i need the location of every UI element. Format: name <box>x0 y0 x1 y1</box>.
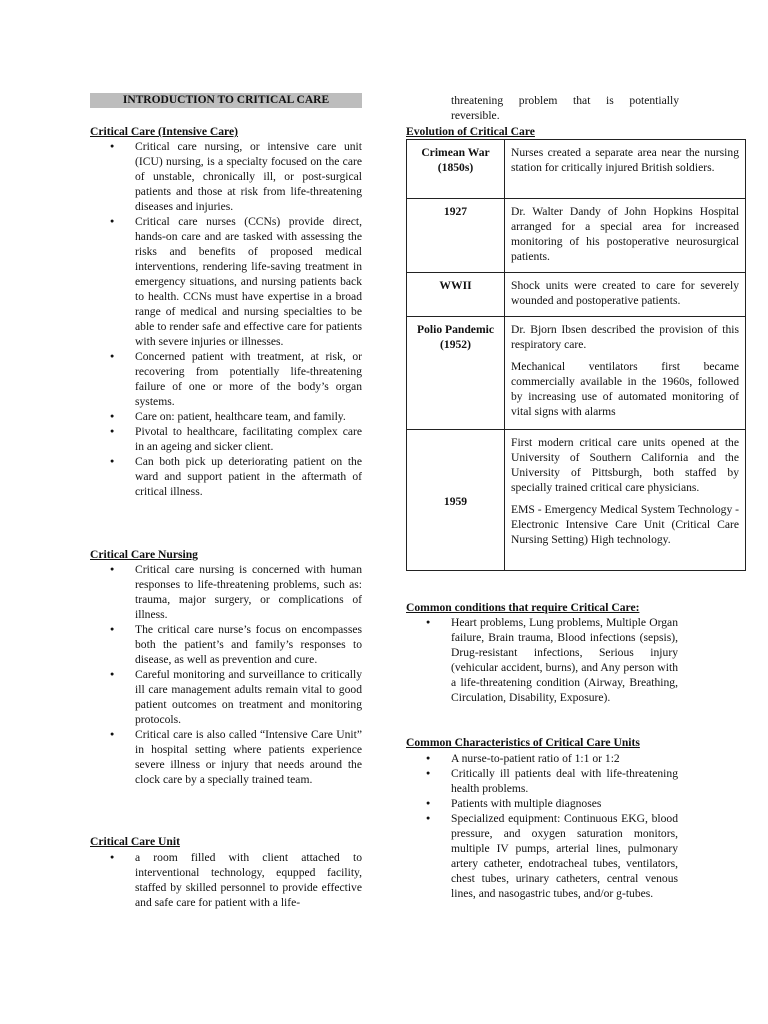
section-heading-evolution: Evolution of Critical Care <box>406 125 535 138</box>
desc-cell: Dr. Walter Dandy of John Hopkins Hospital arranged for a special area for increased monitoring of his postoperative neurosurgical patients. <box>505 199 746 273</box>
list-item: ● Critical care nurses (CCNs) provide direct, hands-on care and are tasked with assessing the risks and benefits of proposed medical interventions, rendering life-saving treatment in emergency situations, and nursing patients back to health. CCNs must have expertise in a broad range of medical and nursing specialties to be able to render safe and effective care for patients with severe injuries or illnesses. <box>90 214 362 349</box>
list-item: ● The critical care nurse’s focus on encompasses both the patient’s and family’s responses to disease, as well as prevention and cure. <box>90 622 362 667</box>
list-item: ● Patients with multiple diagnoses <box>406 796 678 811</box>
section-heading-critical-care: Critical Care (Intensive Care) <box>90 125 238 138</box>
table-row <box>407 140 746 199</box>
list-item: ● Critically ill patients deal with life-threatening health problems. <box>406 766 678 796</box>
list-item: ● Pivotal to healthcare, facilitating complex care in an ageing and sicker client. <box>90 424 362 454</box>
section-heading-common-conditions: Common conditions that require Critical Care: <box>406 601 640 614</box>
common-characteristics-list <box>406 751 678 901</box>
list-item: ● Can both pick up deteriorating patient on the ward and support patient in the aftermath of critical illness. <box>90 454 362 499</box>
section-heading-critical-care-nursing: Critical Care Nursing <box>90 548 198 561</box>
list-item: ● Critical care is also called “Intensive Care Unit” in hospital setting where patients experience severe illness or injury that needs around the clock care by a specially trained team. <box>90 727 362 787</box>
list-item: ● Specialized equipment: Continuous EKG, blood pressure, and oxygen saturation monitors, multiple IV pumps, arterial lines, pulmonary artery catheter, endotracheal tubes, ventilators, chest tubes, urinary catheters, central venous lines, and nasogastric tubes, and/or g-tubes. <box>406 811 678 901</box>
table-row <box>407 199 746 273</box>
list-item: ● Care on: patient, healthcare team, and family. <box>90 409 362 424</box>
page-title: INTRODUCTION TO CRITICAL CARE <box>90 93 362 108</box>
table-row <box>407 273 746 317</box>
desc-cell: Nurses created a separate area near the nursing station for critically injured British soldiers. <box>505 140 746 199</box>
list-item: ● Heart problems, Lung problems, Multiple Organ failure, Brain trauma, Blood infections (sepsis), Drug-resistant infections, Serious injury (vehicular accident, burns), and Any person with a life-threatening condition (Airway, Breathing, Circulation, Disability, Exposure). <box>406 615 678 705</box>
list-item: ● A nurse-to-patient ratio of 1:1 or 1:2 <box>406 751 678 766</box>
era-cell: 1959 <box>407 430 505 571</box>
era-cell: 1927 <box>407 199 505 273</box>
desc-cell: Shock units were created to care for severely wounded and postoperative patients. <box>505 273 746 317</box>
list-item: ● Critical care nursing, or intensive care unit (ICU) nursing, is a specialty focused on the care of unstable, chronically ill, or post-surgical patients and those at risk from life-threatening diseases and injuries. <box>90 139 362 214</box>
era-cell: Crimean War (1850s) <box>407 140 505 199</box>
list-item: ● Careful monitoring and surveillance to critically ill care management adults remain vital to good patient outcomes on treatment and monitoring protocols. <box>90 667 362 727</box>
evolution-table <box>406 139 746 571</box>
list-item: ● Critical care nursing is concerned with human responses to life-threatening problems, such as: trauma, major surgery, or complications of illness. <box>90 562 362 622</box>
section-heading-common-characteristics: Common Characteristics of Critical Care Units <box>406 736 640 749</box>
desc-cell: First modern critical care units opened at the University of Southern California and the University of Pittsburgh, both staffed by specially trained critical care physicians. EMS - Emergency Medical System Technology - Electronic Intensive Care Unit (Critical Care Nursing Setting) High technology. <box>505 430 746 571</box>
list-item: ● Concerned patient with treatment, at risk, or recovering from potentially life-threatening failure of one or more of the body’s organ systems. <box>90 349 362 409</box>
desc-cell: Dr. Bjorn Ibsen described the provision of this respiratory care. Mechanical ventilators first became commercially available in the 1960s, followed by increasing use of automated monitoring of vital signs with alarms <box>505 317 746 430</box>
table-row <box>407 430 746 571</box>
table-row <box>407 317 746 430</box>
critical-care-unit-continuation: threatening problem that is potentially reversible. <box>451 94 679 122</box>
era-cell: WWII <box>407 273 505 317</box>
section-heading-critical-care-unit: Critical Care Unit <box>90 835 180 848</box>
critical-care-list <box>90 139 362 499</box>
common-conditions-list <box>406 615 678 705</box>
era-cell: Polio Pandemic (1952) <box>407 317 505 430</box>
list-item: ● a room filled with client attached to interventional technology, equpped facility, staffed by skilled personnel to provide effective and safe care for patient with a life- <box>90 850 362 910</box>
critical-care-unit-list <box>90 850 362 910</box>
critical-care-nursing-list <box>90 562 362 787</box>
